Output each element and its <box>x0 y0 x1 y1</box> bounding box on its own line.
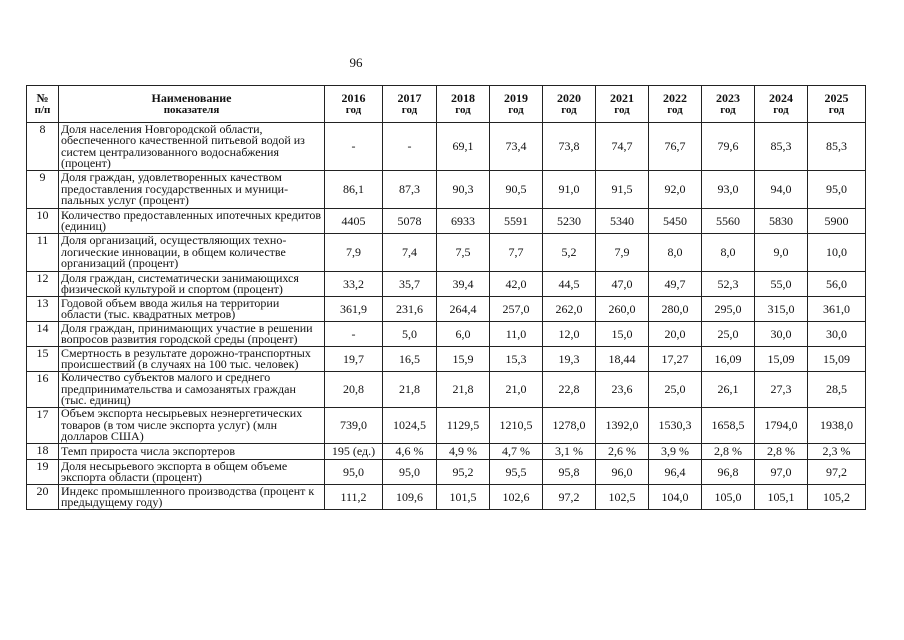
value-cell-2017: 4,6 % <box>383 444 437 460</box>
value-cell-2025: 95,0 <box>808 171 866 209</box>
value-cell-2025: 28,5 <box>808 372 866 408</box>
header-name-label: Наименование <box>151 91 232 105</box>
header-year-unit: год <box>345 104 362 116</box>
value-cell-2020: 5,2 <box>543 234 596 272</box>
value-cell-2022: 25,0 <box>649 372 702 408</box>
value-cell-2025: 10,0 <box>808 234 866 272</box>
row-number: 9 <box>27 171 59 209</box>
value-cell-2016: 739,0 <box>325 408 383 444</box>
row-number: 16 <box>27 372 59 408</box>
value-cell-2022: 17,27 <box>649 347 702 372</box>
value-cell-2023: 105,0 <box>702 485 755 510</box>
table-header <box>27 86 866 123</box>
indicator-name: Индекс промышленного производства (процент к предыдущему году) <box>59 485 325 510</box>
value-cell-2021: 74,7 <box>596 123 649 171</box>
value-cell-2024: 30,0 <box>755 322 808 347</box>
indicator-name: Объем экспорта несырьевых неэнергетических товаров (в том числе экспорта услуг) (млн долларов США) <box>59 408 325 444</box>
value-cell-2022: 76,7 <box>649 123 702 171</box>
header-year-2016 <box>325 86 383 123</box>
indicator-name: Количество субъектов малого и среднего предпринимательства и самозанятых граждан (тыс. единиц) <box>59 372 325 408</box>
header-num-sub: п/п <box>34 104 51 116</box>
value-cell-2019: 11,0 <box>490 322 543 347</box>
value-cell-2024: 85,3 <box>755 123 808 171</box>
value-cell-2022: 1530,3 <box>649 408 702 444</box>
header-year-2025 <box>808 86 866 123</box>
value-cell-2018: 6,0 <box>437 322 490 347</box>
value-cell-2018: 1129,5 <box>437 408 490 444</box>
header-year-unit: год <box>773 104 789 116</box>
value-cell-2021: 7,9 <box>596 234 649 272</box>
value-cell-2023: 25,0 <box>702 322 755 347</box>
indicator-name: Смертность в результате дорожно-транспортных происшествий (в случаях на 100 тыс. человек) <box>59 347 325 372</box>
value-cell-2023: 16,09 <box>702 347 755 372</box>
value-cell-2020: 3,1 % <box>543 444 596 460</box>
value-cell-2021: 23,6 <box>596 372 649 408</box>
value-cell-2025: 97,2 <box>808 460 866 485</box>
value-cell-2022: 280,0 <box>649 297 702 322</box>
table-row <box>27 322 866 347</box>
header-year-unit: год <box>828 104 845 116</box>
value-cell-2016: - <box>325 123 383 171</box>
row-number: 17 <box>27 408 59 444</box>
header-year-label: 2024 <box>769 91 793 105</box>
value-cell-2022: 20,0 <box>649 322 702 347</box>
value-cell-2016: 7,9 <box>325 234 383 272</box>
header-year-label: 2022 <box>663 91 687 105</box>
header-year-unit: год <box>401 104 418 116</box>
value-cell-2024: 94,0 <box>755 171 808 209</box>
row-number: 19 <box>27 460 59 485</box>
value-cell-2017: 95,0 <box>383 460 437 485</box>
value-cell-2017: 21,8 <box>383 372 437 408</box>
value-cell-2023: 26,1 <box>702 372 755 408</box>
value-cell-2021: 18,44 <box>596 347 649 372</box>
value-cell-2024: 97,0 <box>755 460 808 485</box>
value-cell-2018: 4,9 % <box>437 444 490 460</box>
header-year-unit: год <box>508 104 524 116</box>
header-num <box>27 86 59 123</box>
value-cell-2019: 7,7 <box>490 234 543 272</box>
header-year-unit: год <box>614 104 630 116</box>
indicator-name: Темп прироста числа экспортеров <box>59 444 325 460</box>
value-cell-2020: 22,8 <box>543 372 596 408</box>
value-cell-2020: 12,0 <box>543 322 596 347</box>
value-cell-2020: 95,8 <box>543 460 596 485</box>
value-cell-2020: 5230 <box>543 209 596 234</box>
value-cell-2016: 361,9 <box>325 297 383 322</box>
value-cell-2023: 2,8 % <box>702 444 755 460</box>
value-cell-2024: 15,09 <box>755 347 808 372</box>
value-cell-2016: 19,7 <box>325 347 383 372</box>
table-row <box>27 297 866 322</box>
header-year-label: 2023 <box>716 91 740 105</box>
value-cell-2018: 101,5 <box>437 485 490 510</box>
value-cell-2018: 7,5 <box>437 234 490 272</box>
table-row <box>27 209 866 234</box>
value-cell-2024: 5830 <box>755 209 808 234</box>
indicator-name: Количество предоставленных ипотечных кредитов (единиц) <box>59 209 325 234</box>
header-name <box>59 86 325 123</box>
table-row <box>27 347 866 372</box>
header-year-2024 <box>755 86 808 123</box>
header-year-2022 <box>649 86 702 123</box>
table-row <box>27 444 866 460</box>
table-row <box>27 272 866 297</box>
table-row <box>27 171 866 209</box>
value-cell-2023: 5560 <box>702 209 755 234</box>
row-number: 8 <box>27 123 59 171</box>
value-cell-2024: 1794,0 <box>755 408 808 444</box>
value-cell-2021: 91,5 <box>596 171 649 209</box>
value-cell-2016: 111,2 <box>325 485 383 510</box>
value-cell-2016: 95,0 <box>325 460 383 485</box>
value-cell-2021: 96,0 <box>596 460 649 485</box>
value-cell-2017: 1024,5 <box>383 408 437 444</box>
value-cell-2021: 102,5 <box>596 485 649 510</box>
value-cell-2018: 95,2 <box>437 460 490 485</box>
row-number: 18 <box>27 444 59 460</box>
value-cell-2024: 55,0 <box>755 272 808 297</box>
value-cell-2017: 87,3 <box>383 171 437 209</box>
value-cell-2017: 16,5 <box>383 347 437 372</box>
header-year-2017 <box>383 86 437 123</box>
value-cell-2019: 102,6 <box>490 485 543 510</box>
value-cell-2018: 21,8 <box>437 372 490 408</box>
header-num-label: № <box>36 91 49 105</box>
value-cell-2019: 15,3 <box>490 347 543 372</box>
value-cell-2022: 3,9 % <box>649 444 702 460</box>
value-cell-2024: 27,3 <box>755 372 808 408</box>
value-cell-2018: 90,3 <box>437 171 490 209</box>
value-cell-2018: 39,4 <box>437 272 490 297</box>
indicators-table <box>26 85 866 510</box>
header-year-unit: год <box>455 104 471 116</box>
value-cell-2018: 6933 <box>437 209 490 234</box>
indicator-name: Доля организаций, осуществляющих техно-логические инновации, в общем количестве организаций (процент) <box>59 234 325 272</box>
header-year-2021 <box>596 86 649 123</box>
value-cell-2016: 20,8 <box>325 372 383 408</box>
value-cell-2020: 1278,0 <box>543 408 596 444</box>
value-cell-2021: 47,0 <box>596 272 649 297</box>
value-cell-2016: 33,2 <box>325 272 383 297</box>
header-year-unit: год <box>561 104 577 116</box>
header-year-unit: год <box>720 104 736 116</box>
value-cell-2019: 4,7 % <box>490 444 543 460</box>
value-cell-2017: 231,6 <box>383 297 437 322</box>
indicator-name: Доля граждан, удовлетворенных качеством предоставления государственных и муници-пальных услуг (процент) <box>59 171 325 209</box>
indicator-name: Доля несырьевого экспорта в общем объеме экспорта области (процент) <box>59 460 325 485</box>
value-cell-2020: 91,0 <box>543 171 596 209</box>
value-cell-2023: 79,6 <box>702 123 755 171</box>
value-cell-2025: 2,3 % <box>808 444 866 460</box>
header-row <box>27 86 866 123</box>
value-cell-2017: 7,4 <box>383 234 437 272</box>
value-cell-2022: 5450 <box>649 209 702 234</box>
value-cell-2025: 15,09 <box>808 347 866 372</box>
value-cell-2023: 1658,5 <box>702 408 755 444</box>
indicator-name: Доля населения Новгородской области, обеспеченного качественной питьевой водой из систем централизованного водоснабжения (процент) <box>59 123 325 171</box>
row-number: 20 <box>27 485 59 510</box>
value-cell-2025: 56,0 <box>808 272 866 297</box>
row-number: 11 <box>27 234 59 272</box>
header-year-2023 <box>702 86 755 123</box>
value-cell-2016: - <box>325 322 383 347</box>
header-year-unit: год <box>667 104 683 116</box>
value-cell-2025: 5900 <box>808 209 866 234</box>
header-year-label: 2016 <box>341 91 366 105</box>
value-cell-2020: 262,0 <box>543 297 596 322</box>
header-year-2019 <box>490 86 543 123</box>
value-cell-2017: - <box>383 123 437 171</box>
value-cell-2016: 195 (ед.) <box>325 444 383 460</box>
value-cell-2022: 8,0 <box>649 234 702 272</box>
value-cell-2019: 21,0 <box>490 372 543 408</box>
value-cell-2019: 5591 <box>490 209 543 234</box>
value-cell-2017: 5078 <box>383 209 437 234</box>
value-cell-2019: 95,5 <box>490 460 543 485</box>
value-cell-2023: 96,8 <box>702 460 755 485</box>
table-row <box>27 408 866 444</box>
value-cell-2025: 105,2 <box>808 485 866 510</box>
table-row <box>27 460 866 485</box>
indicator-name: Годовой объем ввода жилья на территории области (тыс. квадратных метров) <box>59 297 325 322</box>
table-row <box>27 123 866 171</box>
value-cell-2019: 90,5 <box>490 171 543 209</box>
header-year-label: 2017 <box>397 91 422 105</box>
value-cell-2020: 19,3 <box>543 347 596 372</box>
table-row <box>27 372 866 408</box>
header-year-2020 <box>543 86 596 123</box>
value-cell-2024: 105,1 <box>755 485 808 510</box>
value-cell-2025: 1938,0 <box>808 408 866 444</box>
value-cell-2024: 2,8 % <box>755 444 808 460</box>
value-cell-2022: 92,0 <box>649 171 702 209</box>
value-cell-2018: 264,4 <box>437 297 490 322</box>
value-cell-2023: 295,0 <box>702 297 755 322</box>
value-cell-2025: 361,0 <box>808 297 866 322</box>
indicator-name: Доля граждан, систематически занимающихся физической культурой и спортом (процент) <box>59 272 325 297</box>
indicator-name: Доля граждан, принимающих участие в решении вопросов развития городской среды (процент) <box>59 322 325 347</box>
value-cell-2019: 1210,5 <box>490 408 543 444</box>
value-cell-2016: 86,1 <box>325 171 383 209</box>
value-cell-2017: 35,7 <box>383 272 437 297</box>
value-cell-2017: 109,6 <box>383 485 437 510</box>
row-number: 14 <box>27 322 59 347</box>
header-year-2018 <box>437 86 490 123</box>
value-cell-2022: 96,4 <box>649 460 702 485</box>
header-year-label: 2021 <box>610 91 634 105</box>
value-cell-2017: 5,0 <box>383 322 437 347</box>
value-cell-2021: 260,0 <box>596 297 649 322</box>
value-cell-2021: 1392,0 <box>596 408 649 444</box>
row-number: 13 <box>27 297 59 322</box>
value-cell-2022: 104,0 <box>649 485 702 510</box>
value-cell-2019: 42,0 <box>490 272 543 297</box>
header-name-sub: показателя <box>163 104 220 116</box>
value-cell-2019: 257,0 <box>490 297 543 322</box>
page-number: 96 <box>349 55 363 70</box>
value-cell-2020: 44,5 <box>543 272 596 297</box>
header-year-label: 2025 <box>824 91 849 105</box>
value-cell-2025: 30,0 <box>808 322 866 347</box>
table-body <box>27 123 866 510</box>
value-cell-2020: 73,8 <box>543 123 596 171</box>
value-cell-2024: 9,0 <box>755 234 808 272</box>
value-cell-2025: 85,3 <box>808 123 866 171</box>
value-cell-2018: 69,1 <box>437 123 490 171</box>
header-year-label: 2020 <box>557 91 581 105</box>
value-cell-2022: 49,7 <box>649 272 702 297</box>
row-number: 15 <box>27 347 59 372</box>
row-number: 10 <box>27 209 59 234</box>
value-cell-2024: 315,0 <box>755 297 808 322</box>
value-cell-2016: 4405 <box>325 209 383 234</box>
value-cell-2020: 97,2 <box>543 485 596 510</box>
value-cell-2021: 15,0 <box>596 322 649 347</box>
value-cell-2023: 93,0 <box>702 171 755 209</box>
value-cell-2018: 15,9 <box>437 347 490 372</box>
value-cell-2021: 5340 <box>596 209 649 234</box>
value-cell-2021: 2,6 % <box>596 444 649 460</box>
value-cell-2019: 73,4 <box>490 123 543 171</box>
table-row <box>27 485 866 510</box>
header-year-label: 2018 <box>451 91 475 105</box>
row-number: 12 <box>27 272 59 297</box>
value-cell-2023: 52,3 <box>702 272 755 297</box>
header-year-label: 2019 <box>504 91 528 105</box>
table-row <box>27 234 866 272</box>
value-cell-2023: 8,0 <box>702 234 755 272</box>
